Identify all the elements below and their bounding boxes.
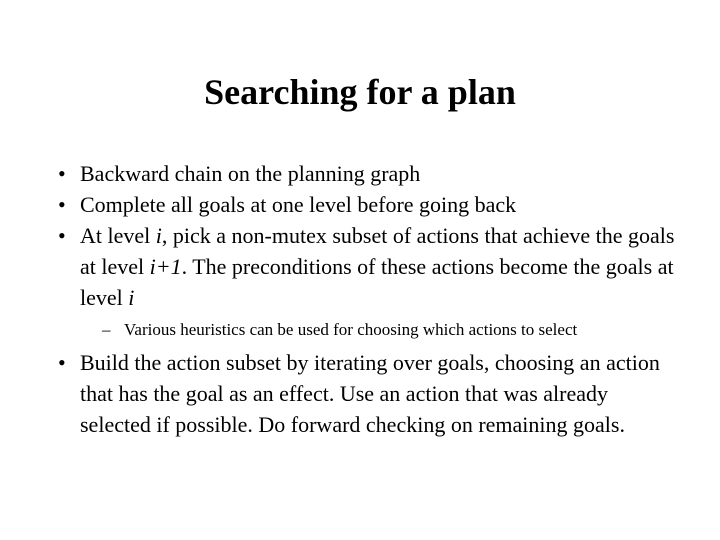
bullet-item	[58, 158, 678, 189]
bullet-item	[58, 189, 678, 220]
math-variable: i	[128, 285, 135, 310]
slide-body	[58, 158, 678, 440]
bullet-list	[58, 158, 678, 440]
bullet-icon: •	[58, 223, 66, 248]
sub-bullet-list	[80, 317, 678, 343]
bullet-text-part: At level	[80, 223, 156, 248]
sub-bullet-text: Various heuristics can be used for choosing which actions to select	[124, 320, 578, 339]
bullet-text-part: , pick a non-mutex subset of actions that achieve the goals at level	[80, 223, 675, 279]
bullet-icon: •	[58, 192, 66, 217]
bullet-item	[58, 347, 678, 440]
slide-title: Searching for a plan	[204, 72, 516, 112]
math-variable: i	[155, 223, 162, 248]
bullet-text	[80, 223, 674, 310]
bullet-text: Backward chain on the planning graph	[80, 161, 421, 186]
bullet-text-part: . The preconditions of these actions become the goals at level	[80, 254, 674, 310]
dash-icon: –	[102, 320, 111, 339]
bullet-text: Complete all goals at one level before going back	[80, 192, 517, 217]
bullet-icon: •	[58, 350, 66, 375]
sub-bullet-item	[80, 317, 678, 343]
bullet-item	[58, 220, 678, 343]
math-variable: i+1	[149, 254, 182, 279]
bullet-icon: •	[58, 161, 66, 186]
bullet-text: Build the action subset by iterating over goals, choosing an action that has the goal as an effect. Use an action that was already selected if possible. Do forward checking on remaining goals.	[80, 350, 660, 437]
